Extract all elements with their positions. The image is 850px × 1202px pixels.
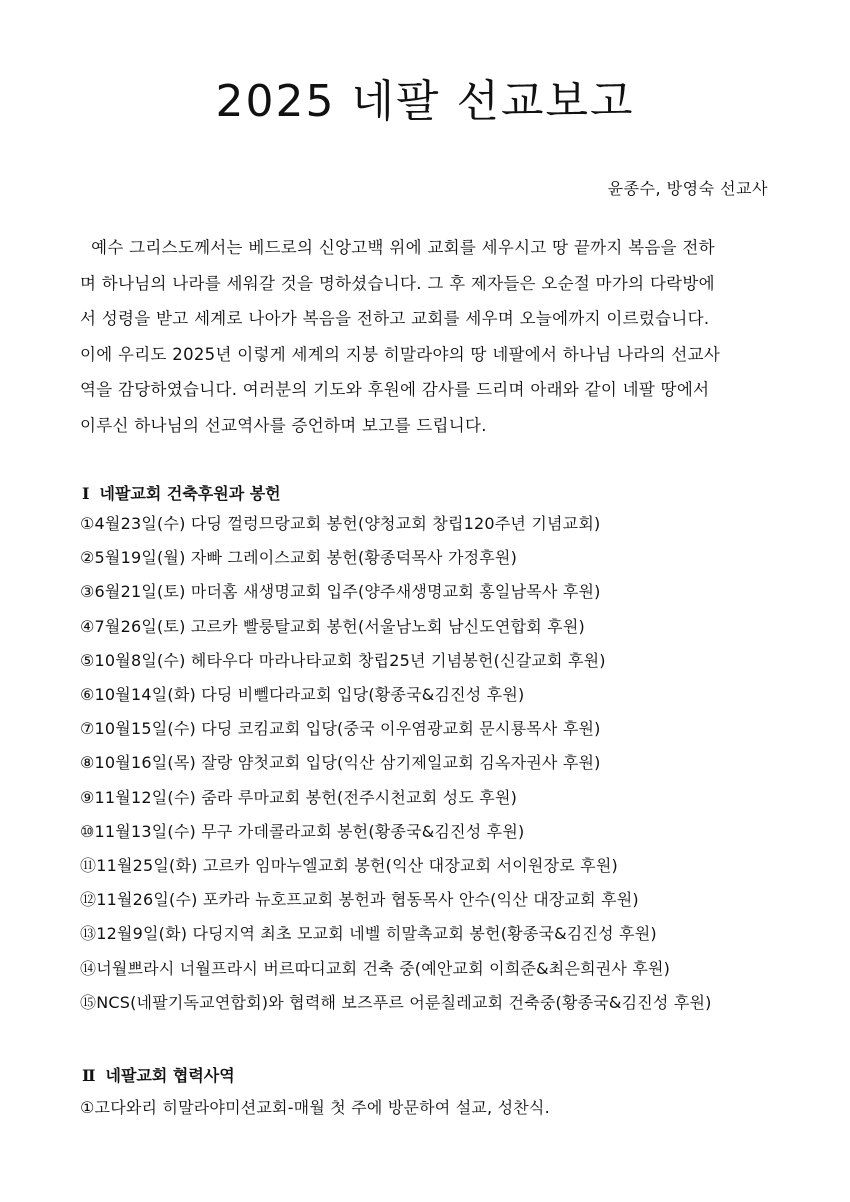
intro-line: 역을 감당하였습니다. 여러분의 기도와 후원에 감사를 드리며 아래와 같이 네팔 땅에서	[80, 380, 710, 400]
intro-line: 며 하나님의 나라를 세워갈 것을 명하셨습니다. 그 후 제자들은 오순절 마가의 다락방에	[80, 273, 715, 293]
list-item: ⑮NCS(네팔기독교연합회)와 협력해 보즈푸르 어룬칠레교회 건축중(황종국&김진성 후원)	[80, 992, 712, 1012]
document-title: 2025 네팔 선교보고	[215, 76, 635, 127]
intro-line: 서 성령을 받고 세계로 나아가 복음을 전하고 교회를 세우며 오늘에까지 이르렀습니다.	[80, 309, 710, 329]
list-item: ⑨11월12일(수) 줌라 루마교회 봉헌(전주시천교회 성도 후원)	[80, 787, 518, 807]
list-item: ⑥10월14일(화) 다딩 비뻴다라교회 입당(황종국&김진성 후원)	[80, 685, 525, 705]
section-2-numeral: Ⅱ	[82, 1066, 96, 1085]
list-item: ⑦10월15일(수) 다딩 코킴교회 입당(중국 이우염광교회 문시룡목사 후원)	[80, 719, 601, 739]
section-1-heading	[82, 480, 281, 508]
list-item: ⑪11월25일(화) 고르카 임마누엘교회 봉헌(익산 대장교회 서이원장로 후원)	[80, 856, 618, 876]
section-2-heading	[82, 1062, 235, 1090]
list-item: ⑬12월9일(화) 다딩지역 최초 모교회 네벨 히말촉교회 봉헌(황종국&김진성 후원)	[80, 924, 657, 944]
section-2-list	[80, 1091, 780, 1125]
section-1-numeral: Ⅰ	[82, 484, 90, 503]
intro-line: 예수 그리스도께서는 베드로의 신앙고백 위에 교회를 세우시고 땅 끝까지 복음을 전하	[80, 238, 715, 257]
list-item: ④7월26일(토) 고르카 빨룽탈교회 봉헌(서울남노회 남신도연합회 후원)	[80, 616, 585, 636]
list-item: ⑭너월쁘라시 너월프라시 버르따디교회 건축 중(예안교회 이희준&최은희권사 후원)	[80, 958, 671, 978]
list-item: ①고다와리 히말라야미션교회-매월 첫 주에 방문하여 설교, 성찬식.	[80, 1098, 550, 1117]
intro-line: 이에 우리도 2025년 이렇게 세계의 지붕 히말라야의 땅 네팔에서 하나님 나라의 선교사	[80, 344, 721, 364]
list-item: ⑤10월8일(수) 헤타우다 마라나타교회 창립25년 기념봉헌(신갈교회 후원)	[80, 650, 606, 670]
section-2-title: 네팔교회 협력사역	[105, 1066, 235, 1085]
author-line: 윤종수, 방영숙 선교사	[607, 179, 768, 198]
list-item: ①4월23일(수) 다딩 껄렁므랑교회 봉헌(양청교회 창립120주년 기념교회)	[80, 514, 601, 533]
list-item: ③6월21일(토) 마더홈 새생명교회 입주(양주새생명교회 홍일남목사 후원)	[80, 582, 601, 602]
intro-paragraph	[80, 230, 772, 444]
section-1-title: 네팔교회 건축후원과 봉헌	[99, 484, 281, 503]
list-item: ⑫11월26일(수) 포카라 뉴호프교회 봉헌과 협동목사 안수(익산 대장교회 후원)	[80, 890, 639, 910]
list-item: ⑧10월16일(목) 잘랑 얌첫교회 입당(익산 삼기제일교회 김옥자권사 후원)	[80, 753, 601, 773]
list-item: ②5월19일(월) 자빠 그레이스교회 봉헌(황종덕목사 가정후원)	[80, 548, 518, 568]
list-item: ⑩11월13일(수) 무구 가데콜라교회 봉헌(황종국&김진성 후원)	[80, 821, 525, 841]
intro-line: 이루신 하나님의 선교역사를 증언하며 보고를 드립니다.	[80, 415, 487, 435]
section-1-list	[80, 507, 780, 1020]
